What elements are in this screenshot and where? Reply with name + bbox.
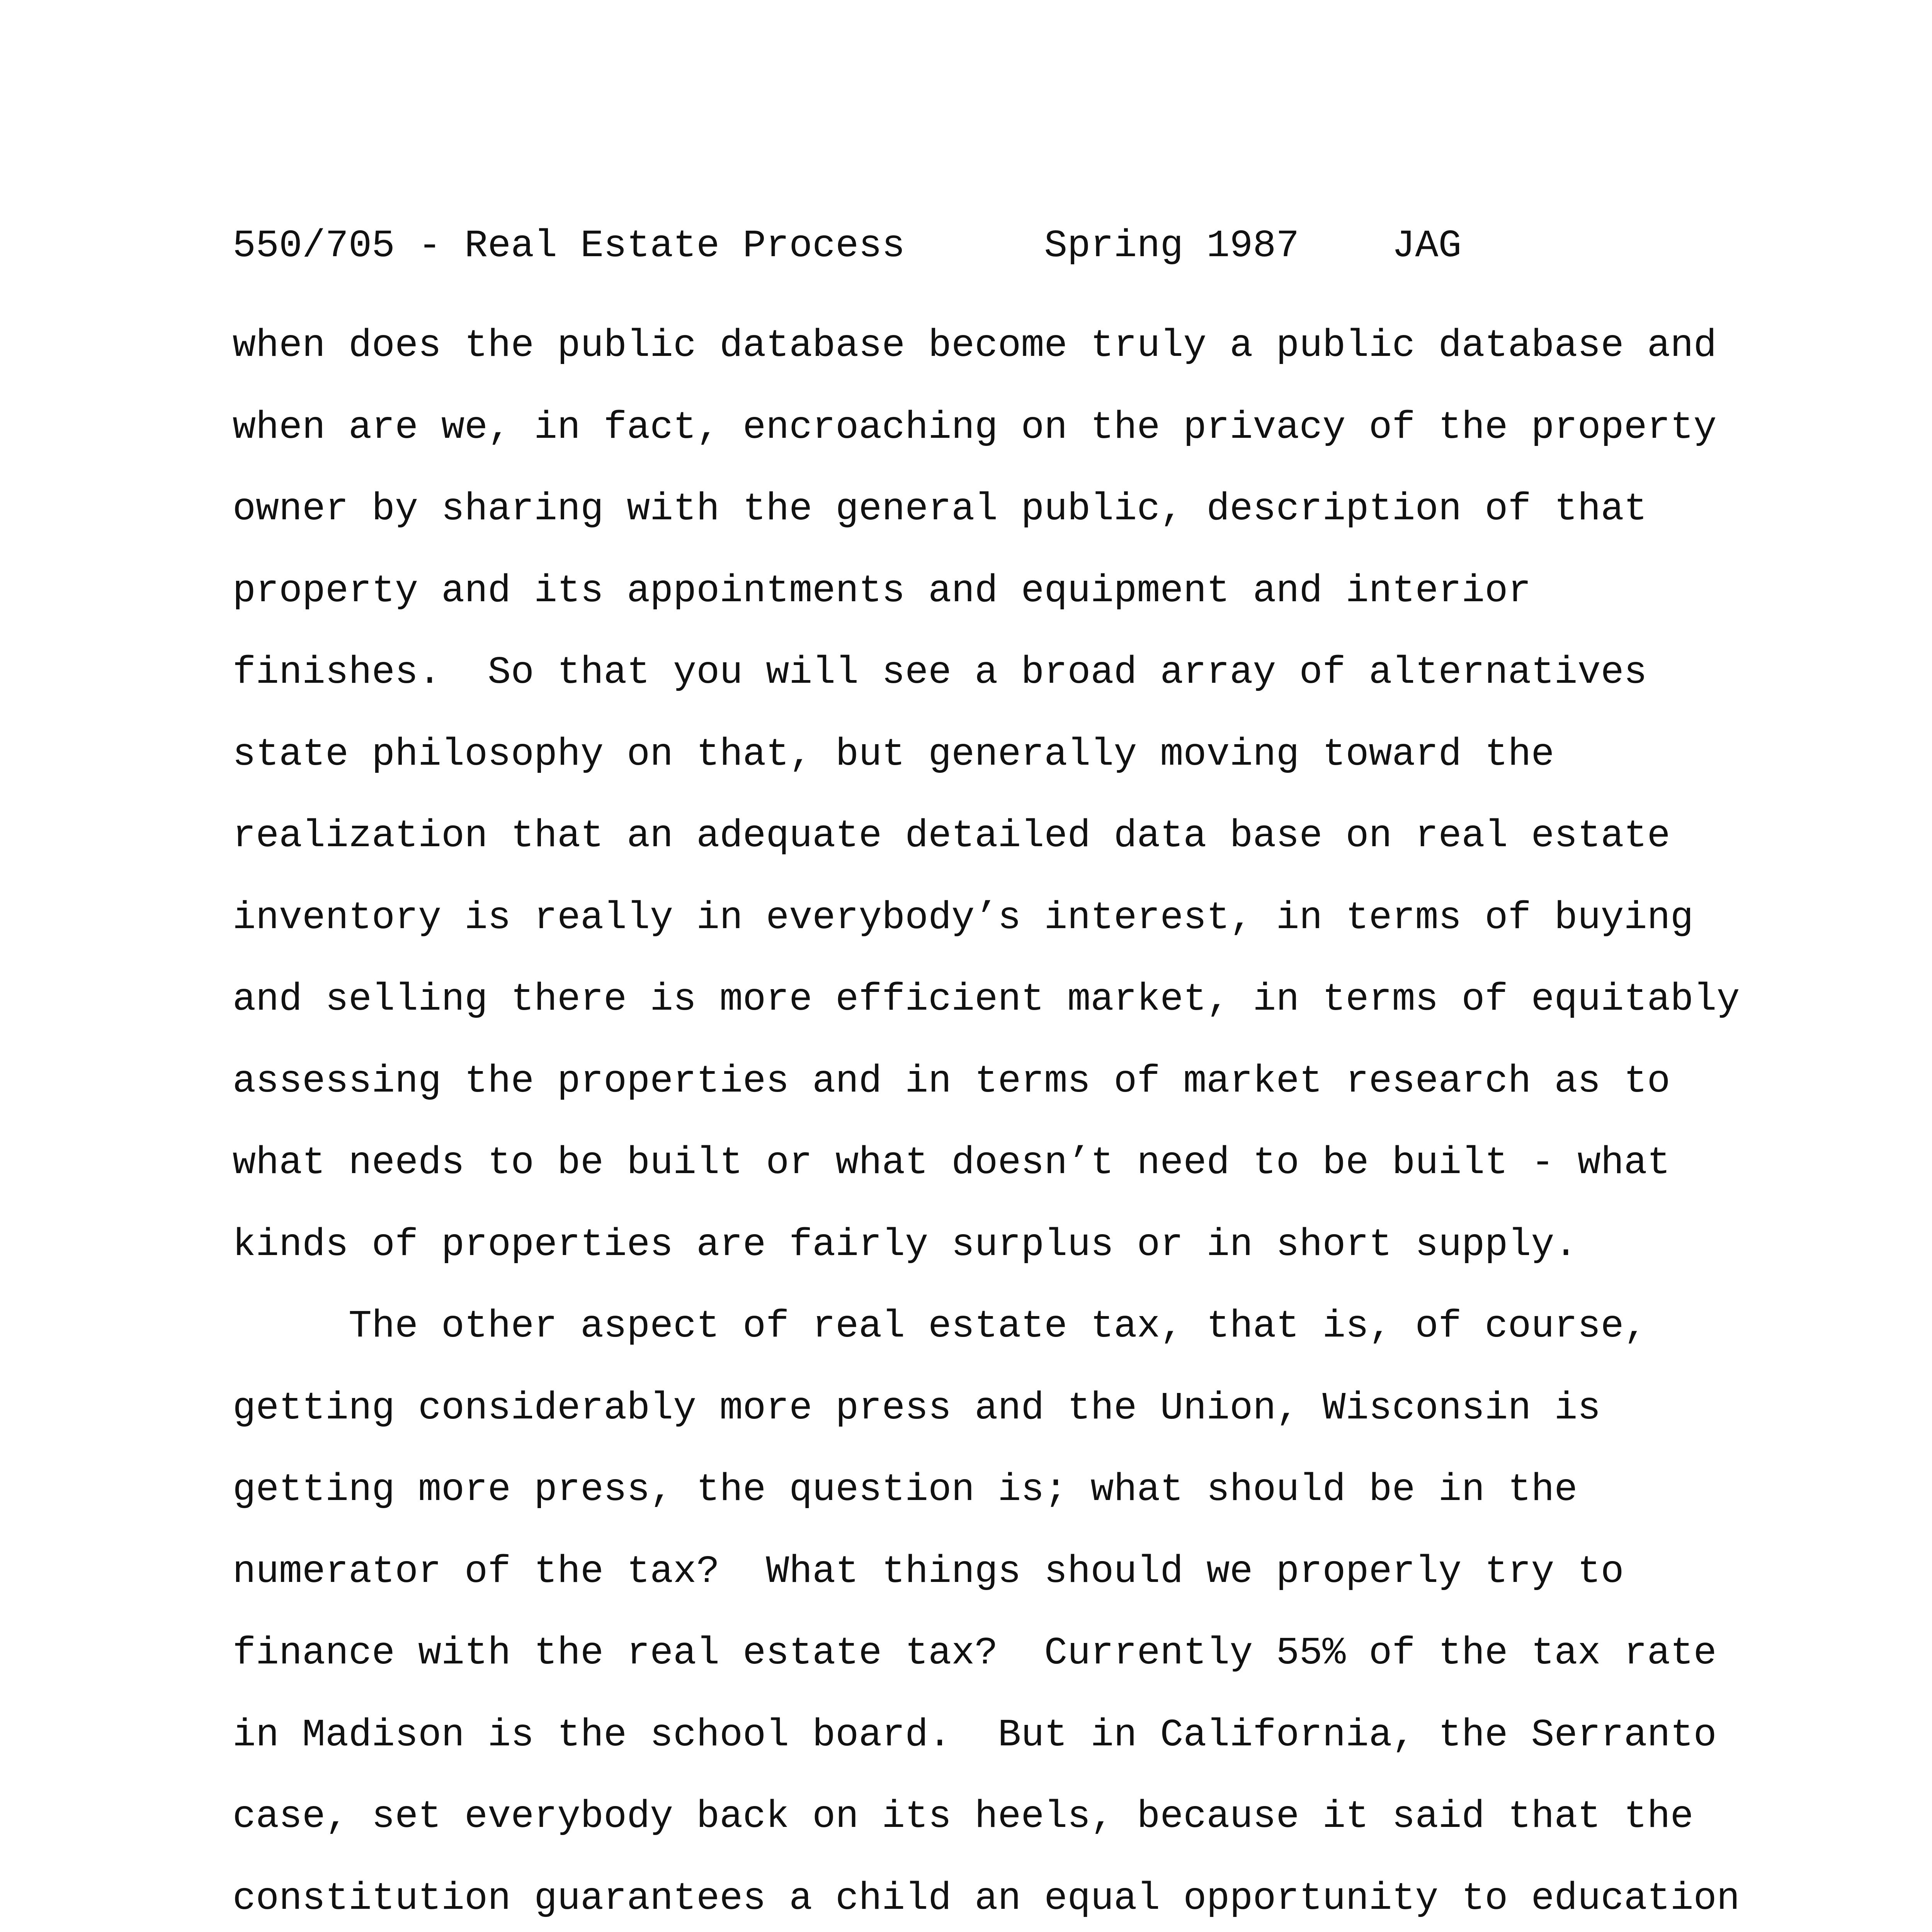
- body-text: [233, 305, 1763, 1932]
- text-line: property and its appointments and equipment and interior: [233, 569, 1531, 613]
- text-line-indented: The other aspect of real estate tax, that is, of course,: [349, 1305, 1647, 1349]
- text-line: inventory is really in everybody’s interest, in terms of buying: [233, 896, 1694, 940]
- text-line: assessing the properties and in terms of market research as to: [233, 1060, 1670, 1104]
- header-initials: JAG: [1392, 224, 1462, 268]
- text-line: constitution guarantees a child an equal opportunity to education: [233, 1877, 1740, 1921]
- text-line: case, set everybody back on its heels, because it said that the: [233, 1795, 1694, 1839]
- text-line: finishes. So that you will see a broad array of alternatives: [233, 651, 1647, 695]
- text-line: getting more press, the question is; what should be in the: [233, 1468, 1578, 1512]
- text-line: kinds of properties are fairly surplus or in short supply.: [233, 1223, 1578, 1267]
- text-line: numerator of the tax? What things should we properly try to: [233, 1550, 1624, 1594]
- text-line: in Madison is the school board. But in California, the Serranto: [233, 1713, 1717, 1757]
- text-line: realization that an adequate detailed data base on real estate: [233, 815, 1670, 858]
- text-line: state philosophy on that, but generally moving toward the: [233, 733, 1554, 777]
- header-term: Spring 1987: [1044, 224, 1299, 268]
- text-line: when are we, in fact, encroaching on the privacy of the property: [233, 406, 1717, 450]
- text-line: when does the public database become truly a public database and: [233, 324, 1717, 368]
- header-course: 550/705 - Real Estate Process: [233, 224, 905, 268]
- text-line: finance with the real estate tax? Currently 55% of the tax rate: [233, 1632, 1717, 1675]
- text-line: what needs to be built or what doesn’t need to be built - what: [233, 1141, 1670, 1185]
- text-line: getting considerably more press and the Union, Wisconsin is: [233, 1386, 1601, 1430]
- text-line: owner by sharing with the general public, description of that: [233, 488, 1647, 531]
- page-header: [233, 223, 1461, 270]
- text-line: and selling there is more efficient market, in terms of equitably: [233, 978, 1740, 1022]
